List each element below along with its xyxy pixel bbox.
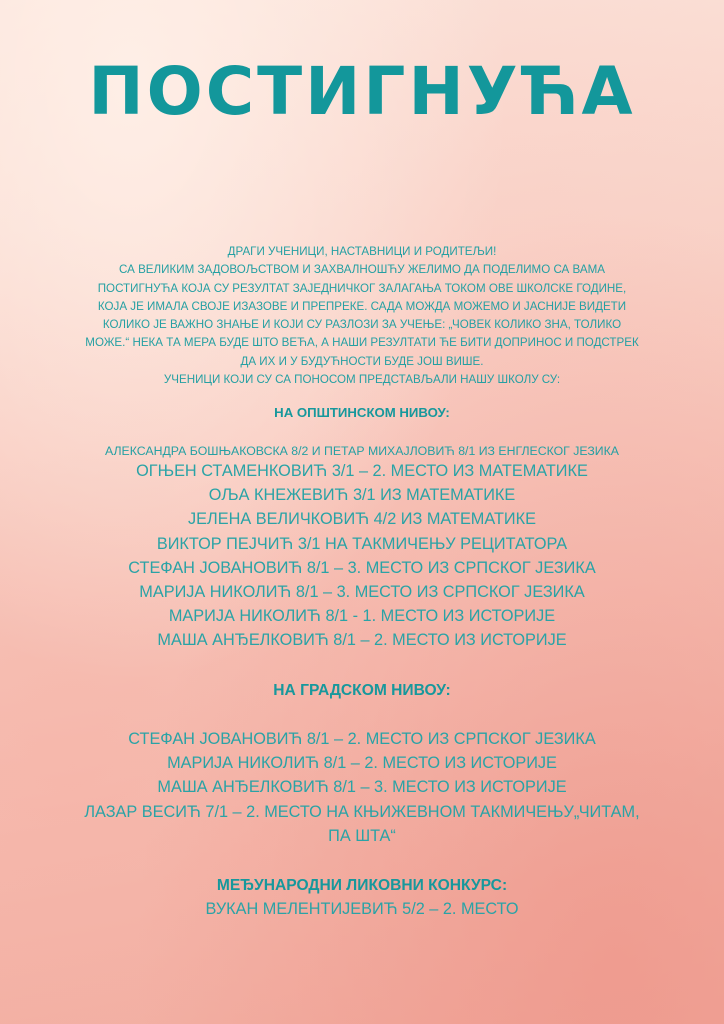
intro-text [60, 243, 664, 389]
intro-line: УЧЕНИЦИ КОЈИ СУ СА ПОНОСОМ ПРЕДСТАВЉАЛИ НАШУ ШКОЛУ СУ: [163, 373, 561, 387]
intro-line: КОЈА ЈЕ ИМАЛА СВОЈЕ ИЗАЗОВЕ И ПРЕПРЕКЕ. САДА МОЖДА МОЖЕМО И ЈАСНИЈЕ ВИДЕТИ [97, 299, 627, 313]
intro-line: МОЖЕ.“ НЕКА ТА МЕРА БУДЕ ШТО ВЕЋА, А НАШИ РЕЗУЛТАТИ ЋЕ БИТИ ДОПРИНОС И ПОДСТРЕК [85, 336, 639, 350]
list-item: ПА ШТА“ [328, 826, 396, 845]
list-item: ВИКТОР ПЕЈЧИЋ 3/1 НА ТАКМИЧЕЊУ РЕЦИТАТОРА [156, 534, 568, 553]
list-item: МАША АНЂЕЛКОВИЋ 8/1 – 3. МЕСТО ИЗ ИСТОРИЈЕ [157, 778, 567, 797]
municipal-items [20, 459, 704, 653]
list-item: ЛАЗАР ВЕСИЋ 7/1 – 2. МЕСТО НА КЊИЖЕВНОМ ТАКМИЧЕЊУ„ЧИТАМ, [84, 802, 640, 821]
international-section [20, 875, 704, 921]
list-item: ОЉА КНЕЖЕВИЋ 3/1 ИЗ МАТЕМАТИКЕ [208, 486, 516, 505]
list-item: ЈЕЛЕНА ВЕЛИЧКОВИЋ 4/2 ИЗ МАТЕМАТИКЕ [188, 510, 536, 529]
city-section [20, 680, 704, 702]
intro-line: ДА ИХ И У БУДУЋНОСТИ БУДЕ ЈОШ ВИШЕ. [240, 354, 484, 368]
list-item: МАРИЈА НИКОЛИЋ 8/1 – 2. МЕСТО ИЗ ИСТОРИЈЕ [167, 754, 557, 773]
municipal-heading: НА ОПШТИНСКОМ НИВОУ: [274, 405, 450, 420]
city-items [20, 727, 704, 848]
list-item: СТЕФАН ЈОВАНОВИЋ 8/1 – 2. МЕСТО ИЗ СРПСКОГ ЈЕЗИКА [128, 730, 596, 748]
city-heading: НА ГРАДСКОМ НИВОУ: [273, 682, 451, 699]
municipal-list [20, 442, 704, 460]
intro-line: ПОСТИГНУЋА КОЈА СУ РЕЗУЛТАТ ЗАЈЕДНИЧКОГ ЗАЛАГАЊА ТОКОМ ОВЕ ШКОЛСКЕ ГОДИНЕ, [97, 281, 627, 295]
list-item: ВУКАН МЕЛЕНТИЈЕВИЋ 5/2 – 2. МЕСТО [205, 900, 519, 918]
list-item: ОГЊЕН СТАМЕНКОВИЋ 3/1 – 2. МЕСТО ИЗ МАТЕМАТИКЕ [136, 462, 588, 480]
list-item: МАША АНЂЕЛКОВИЋ 8/1 – 2. МЕСТО ИЗ ИСТОРИЈЕ [157, 631, 567, 650]
international-heading: МЕЂУНАРОДНИ ЛИКОВНИ КОНКУРС: [216, 877, 508, 894]
list-item: МАРИЈА НИКОЛИЋ 8/1 - 1. МЕСТО ИЗ ИСТОРИЈЕ [168, 607, 556, 626]
intro-line: ДРАГИ УЧЕНИЦИ, НАСТАВНИЦИ И РОДИТЕЉИ! [227, 245, 497, 258]
intro-line: СА ВЕЛИКИМ ЗАДОВОЉСТВОМ И ЗАХВАЛНОШЋУ ЖЕЛИМО ДА ПОДЕЛИМО СА ВАМА [119, 263, 605, 277]
intro-line: КОЛИКО ЈЕ ВАЖНО ЗНАЊЕ И КОЈИ СУ РАЗЛОЗИ ЗА УЧЕЊЕ: „ЧОВЕК КОЛИКО ЗНА, ТОЛИКО [102, 318, 622, 332]
list-item: АЛЕКСАНДРА БОШЊАКОВСКА 8/2 И ПЕТАР МИХАЈЛОВИЋ 8/1 ИЗ ЕНГЛЕСКОГ ЈЕЗИКА [105, 444, 619, 458]
list-item: МАРИЈА НИКОЛИЋ 8/1 – 3. МЕСТО ИЗ СРПСКОГ ЈЕЗИКА [139, 583, 585, 602]
list-item: СТЕФАН ЈОВАНОВИЋ 8/1 – 3. МЕСТО ИЗ СРПСКОГ ЈЕЗИКА [128, 558, 596, 577]
municipal-section [20, 404, 704, 422]
page-title: ПОСТИГНУЋА [88, 53, 636, 130]
